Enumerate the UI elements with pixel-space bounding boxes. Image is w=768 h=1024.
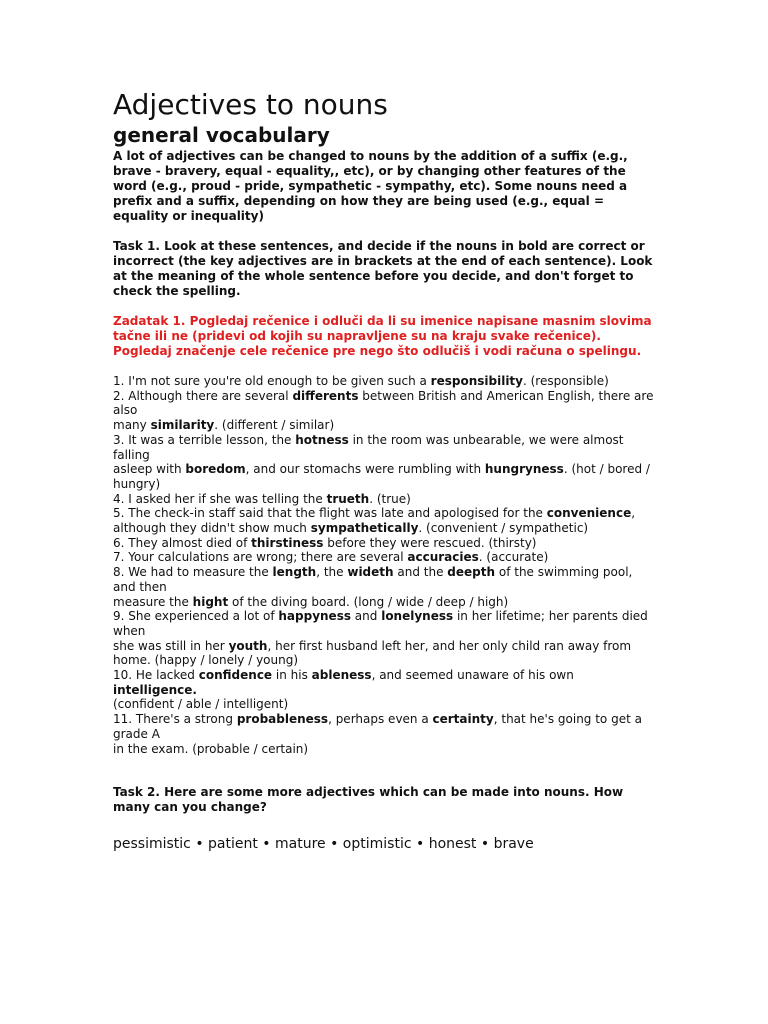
sentence-line: 5. The check-in staff said that the flight was late and apologised for the convenience,	[113, 506, 636, 521]
sentence-line: 10. He lacked confidence in his ableness, and seemed unaware of his own intelligence.	[113, 668, 574, 697]
sentence-line: 8. We had to measure the length, the wideth and the deepth of the swimming pool, and then	[113, 565, 633, 594]
sentence-line: asleep with boredom, and our stomachs were rumbling with hungryness. (hot / bored / hungry)	[113, 462, 650, 491]
task1-instructions: Task 1. Look at these sentences, and decide if the nouns in bold are correct or incorrect (the key adjectives are in brackets at the end of each sentence). Look at the meaning of the whole sentence before you decide, and don't forget to check the spelling.	[113, 239, 653, 298]
sentence-list	[113, 374, 658, 756]
sentence-line: she was still in her youth, her first husband left her, and her only child ran away from home. (happy / lonely / young)	[113, 638, 632, 668]
task1-instructions-serbian: Zadatak 1. Pogledaj rečenice i odluči da li su imenice napisane masnim slovima tačne ili ne (pridevi od kojih su napravljene su na kraju svake rečenice). Pogledaj značenje cele rečenice pre nego što odlučiš i vodi računa o spelingu.	[113, 314, 652, 358]
intro-paragraph: A lot of adjectives can be changed to nouns by the addition of a suffix (e.g., brave - bravery, equal - equality,, etc), or by changing other features of the word (e.g., proud - pride, sympathetic - sympathy, etc). Some nouns need a prefix and a suffix, depending on how they are being used (e.g., equal = equality or inequality)	[113, 149, 628, 223]
page-title: Adjectives to nouns	[113, 88, 388, 121]
sentence-line: measure the hight of the diving board. (long / wide / deep / high)	[113, 594, 509, 609]
sentence-line: in the exam. (probable / certain)	[113, 741, 309, 756]
sentence-line: 6. They almost died of thirstiness before they were rescued. (thirsty)	[113, 535, 537, 550]
adjective-word-list: pessimistic • patient • mature • optimistic • honest • brave	[113, 836, 534, 853]
sentence-line: 4. I asked her if she was telling the trueth. (true)	[113, 491, 411, 506]
sentence-line: 11. There's a strong probableness, perhaps even a certainty, that he's going to get a grade A	[113, 712, 642, 741]
sentence-line: although they didn't show much sympathetically. (convenient / sympathetic)	[113, 521, 589, 536]
document-page	[113, 88, 658, 853]
sentence-line: (confident / able / intelligent)	[113, 697, 289, 712]
sentence-line: 3. It was a terrible lesson, the hotness in the room was unbearable, we were almost falling	[113, 432, 624, 462]
sentence-line: 7. Your calculations are wrong; there are several accuracies. (accurate)	[113, 550, 549, 565]
task2-instructions: Task 2. Here are some more adjectives which can be made into nouns. How many can you change?	[113, 785, 624, 815]
sentence-line: many similarity. (different / similar)	[113, 418, 335, 433]
sentence-line: 1. I'm not sure you're old enough to be given such a responsibility. (responsible)	[113, 374, 609, 388]
sentence-line: 2. Although there are several differents between British and American English, there are also	[113, 388, 654, 418]
sentence-line: 9. She experienced a lot of happyness and lonelyness in her lifetime; her parents died when	[113, 609, 648, 638]
page-subtitle: general vocabulary	[113, 123, 330, 147]
